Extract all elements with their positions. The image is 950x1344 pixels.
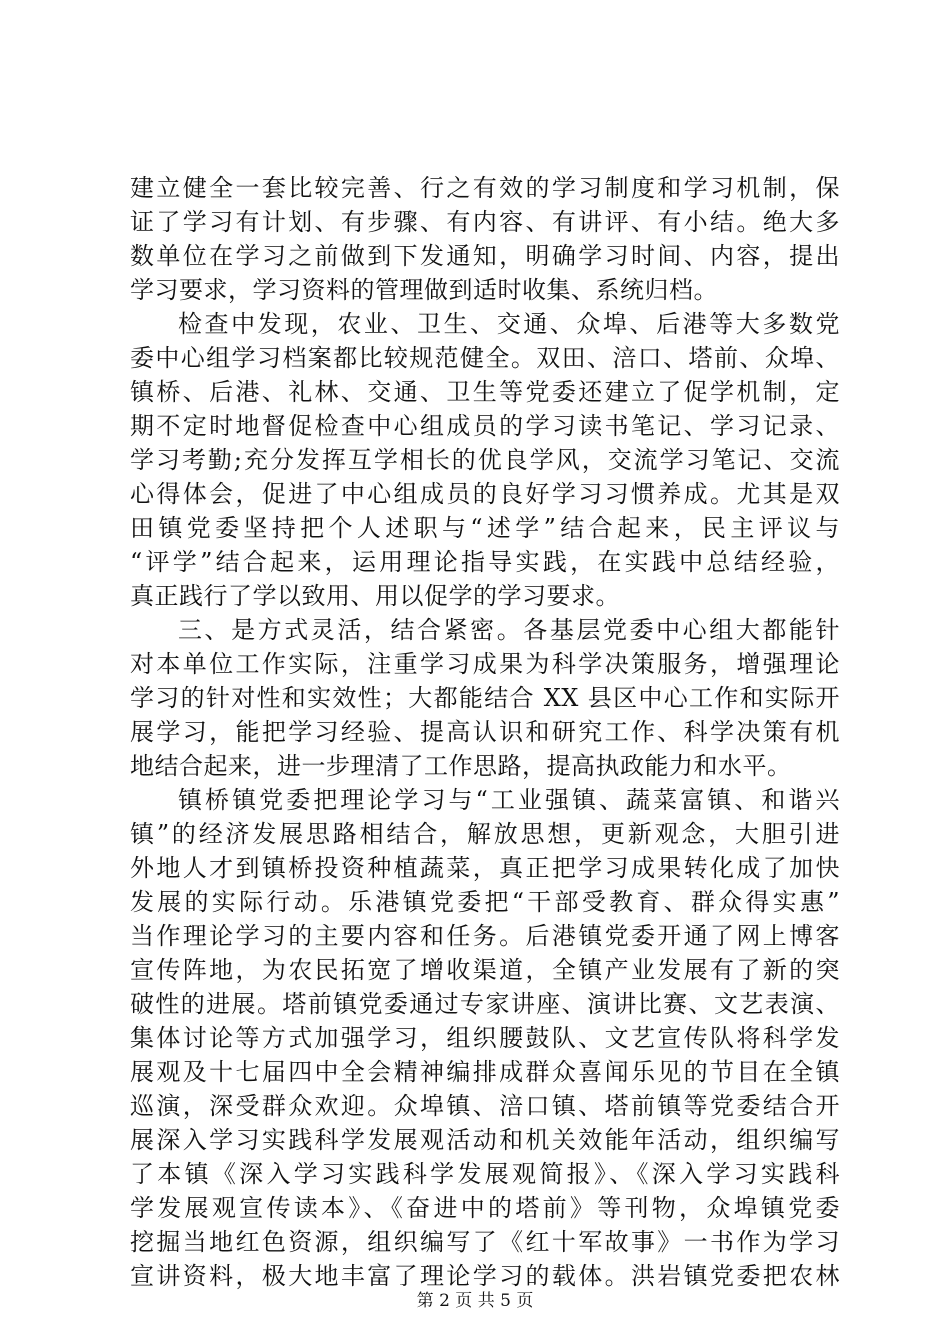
text-line: 检查中发现，农业、卫生、交通、众埠、后港等大多数党	[178, 310, 840, 338]
text-line: 巡演，深受群众欢迎。众埠镇、涪口镇、塔前镇等党委结合开	[130, 1092, 840, 1120]
text-line: 集体讨论等方式加强学习，组织腰鼓队、文艺宣传队将科学发	[130, 1024, 840, 1052]
text-line: 建立健全一套比较完善、行之有效的学习制度和学习机制，保	[130, 174, 840, 202]
text-line: 田镇党委坚持把个人述职与“述学”结合起来，民主评议与	[130, 514, 840, 542]
page-footer: 第 2 页 共 5 页	[416, 1291, 534, 1311]
text-line: 对本单位工作实际，注重学习成果为科学决策服务，增强理论	[130, 650, 840, 678]
text-line: 展深入学习实践科学发展观活动和机关效能年活动，组织编写	[130, 1126, 840, 1154]
text-line: 发展的实际行动。乐港镇党委把“干部受教育、群众得实惠”	[130, 888, 840, 916]
document-body	[130, 171, 840, 1293]
text-line: 外地人才到镇桥投资种植蔬菜，真正把学习成果转化成了加快	[130, 854, 840, 882]
text-line: 学习要求，学习资料的管理做到适时收集、系统归档。	[130, 276, 718, 304]
text-line: 展观及十七届四中全会精神编排成群众喜闻乐见的节目在全镇	[130, 1058, 840, 1086]
text-line: 期不定时地督促检查中心组成员的学习读书笔记、学习记录、	[130, 412, 840, 440]
text-line: 地结合起来，进一步理清了工作思路，提高执政能力和水平。	[130, 752, 792, 780]
text-line: 数单位在学习之前做到下发通知，明确学习时间、内容，提出	[130, 242, 840, 270]
text-line: 学习考勤;充分发挥互学相长的优良学风，交流学习笔记、交流	[130, 446, 840, 474]
text-line: 镇”的经济发展思路相结合，解放思想，更新观念，大胆引进	[130, 820, 840, 848]
text-line: 展学习，能把学习经验、提高认识和研究工作、科学决策有机	[130, 718, 840, 746]
text-line: “评学”结合起来，运用理论指导实践，在实践中总结经验，	[130, 548, 840, 576]
text-line: 证了学习有计划、有步骤、有内容、有讲评、有小结。绝大多	[130, 208, 840, 236]
text-line: 学发展观宣传读本》、《奋进中的塔前》等刊物，众埠镇党委	[130, 1194, 840, 1222]
text-line: 当作理论学习的主要内容和任务。后港镇党委开通了网上博客	[130, 922, 840, 950]
text-line: 心得体会，促进了中心组成员的良好学习习惯养成。尤其是双	[130, 480, 840, 508]
text-line: 三、是方式灵活，结合紧密。各基层党委中心组大都能针	[178, 616, 840, 644]
text-line: 镇桥镇党委把理论学习与“工业强镇、蔬菜富镇、和谐兴	[178, 786, 840, 814]
text-line: 破性的进展。塔前镇党委通过专家讲座、演讲比赛、文艺表演、	[130, 990, 840, 1018]
text-line: 委中心组学习档案都比较规范健全。双田、涪口、塔前、众埠、	[130, 344, 840, 372]
text-line: 宣传阵地，为农民拓宽了增收渠道，全镇产业发展有了新的突	[130, 956, 840, 984]
text-line: 宣讲资料，极大地丰富了理论学习的载体。洪岩镇党委把农林	[130, 1262, 840, 1290]
text-line: 学习的针对性和实效性；大都能结合 XX 县区中心工作和实际开	[130, 684, 840, 712]
text-line: 挖掘当地红色资源，组织编写了《红十军故事》一书作为学习	[130, 1228, 840, 1256]
text-line: 镇桥、后港、礼林、交通、卫生等党委还建立了促学机制，定	[130, 378, 840, 406]
text-line: 了本镇《深入学习实践科学发展观简报》、《深入学习实践科	[130, 1160, 840, 1188]
text-line: 真正践行了学以致用、用以促学的学习要求。	[130, 582, 620, 610]
